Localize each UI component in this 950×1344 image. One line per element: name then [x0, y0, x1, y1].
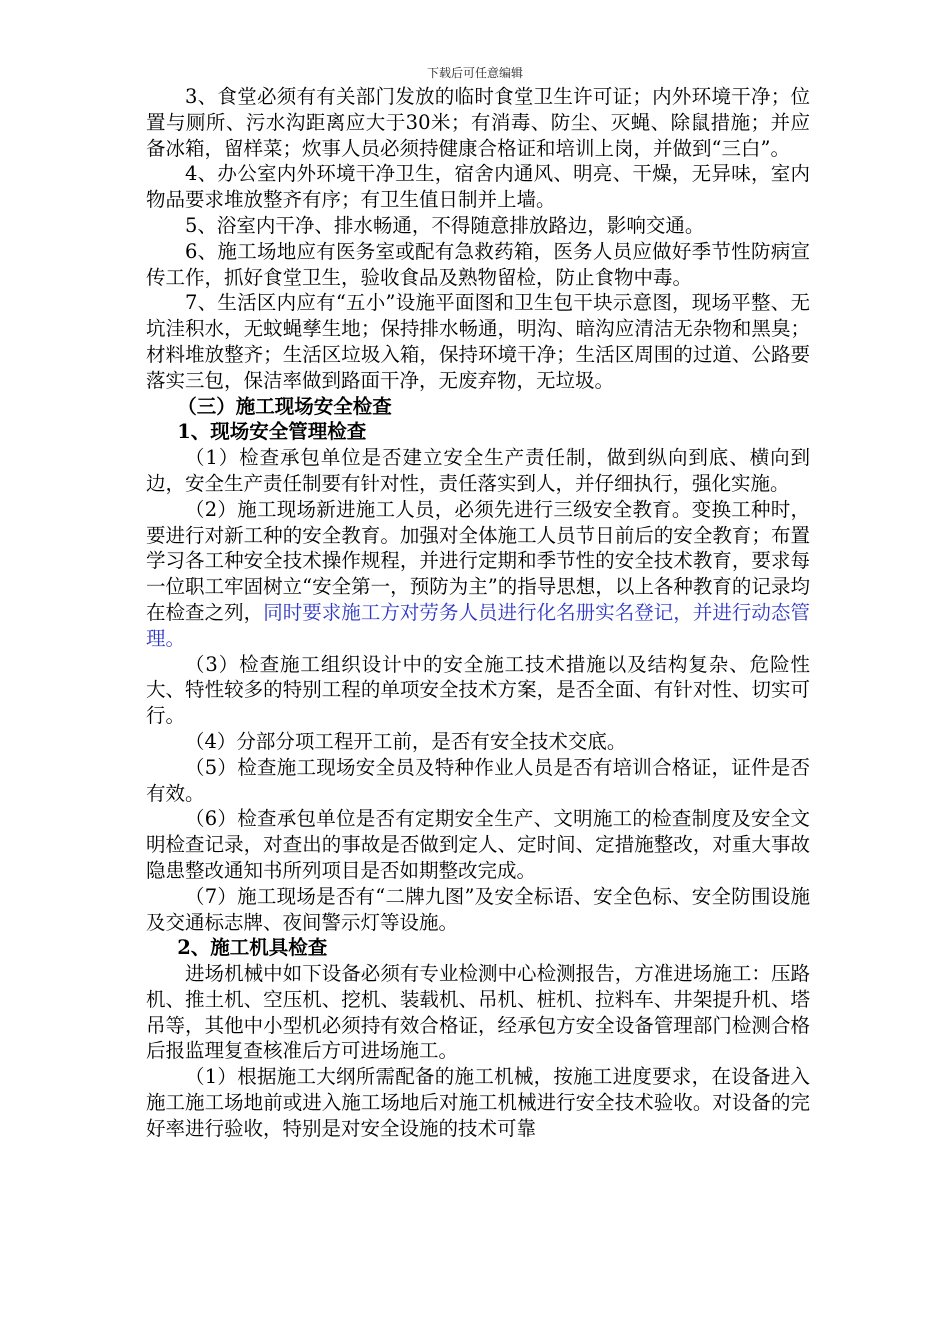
machinery-intro: 进场机械中如下设备必须有专业检测中心检测报告，方准进场施工：压路机、推土机、空压机、挖机、装载机、吊机、桩机、拉料车、井架提升机、塔吊等，其他中小型机必须持有效合格证，经承包方安全设备管理部门检测合格后报监理复查核准后方可进场施工。: [146, 962, 810, 1063]
paragraph-office: 4、办公室内外环境干净卫生，宿舍内通风、明亮、干燥，无异味，室内物品要求堆放整齐有序；有卫生值日制并上墙。: [146, 162, 810, 212]
machinery-item-1: （1）根据施工大纲所需配备的施工机械，按施工进度要求，在设备进入施工施工场地前或进入施工场地后对施工机械进行安全技术验收。对设备的完好率进行验收，特别是对安全设施的技术可靠: [146, 1065, 810, 1140]
safety-item-2: [146, 497, 810, 652]
page-header: 下载后可任意编辑: [426, 66, 523, 80]
paragraph-canteen: 3、食堂必须有有关部门发放的临时食堂卫生许可证；内外环境干净；位置与厕所、污水沟距离应大于30米；有消毒、防尘、灭蝇、除鼠措施；并应备冰箱，留样菜；炊事人员必须持健康合格证和培训上岗，并做到“三白”。: [146, 85, 810, 160]
section-title: （三）施工现场安全检查: [177, 394, 392, 418]
safety-item-1: （1）检查承包单位是否建立安全生产责任制，做到纵向到底、横向到边，安全生产责任制要有针对性，责任落实到人，并仔细执行，强化实施。: [146, 446, 810, 495]
safety-item-2-highlight: 同时要求施工方对劳务人员进行化名册实名登记，并进行动态管理。: [146, 600, 810, 650]
safety-item-2-text: （2）施工现场新进施工人员，必须先进行三级安全教育。变换工种时，要进行对新工种的安全教育。加强对全体施工人员节日前后的安全教育；布置学习各工种安全技术操作规程，并进行定期和季节性的安全技术教育，要求每一位职工牢固树立“安全第一，预防为主”的指导思想，以上各种教育的记录均在检查之列，: [146, 497, 810, 624]
safety-item-3: （3）检查施工组织设计中的安全施工技术措施以及结构复杂、危险性大、特性较多的特别工程的单项安全技术方案，是否全面、有针对性、切实可行。: [146, 652, 810, 728]
paragraph-living-area: 7、生活区内应有“五小”设施平面图和卫生包干块示意图，现场平整、无坑洼积水，无蚊蝇孳生地；保持排水畅通，明沟、暗沟应清洁无杂物和黑臭；材料堆放整齐；生活区垃圾入箱，保持环境干净；生活区周围的过道、公路要落实三包，保洁率做到路面干净，无废弃物，无垃圾。: [146, 291, 810, 392]
document-body: [146, 84, 810, 1142]
paragraph-medical: 6、施工场地应有医务室或配有急救药箱，医务人员应做好季节性防病宣传工作，抓好食堂卫生，验收食品及熟物留检，防止食物中毒。: [146, 239, 810, 289]
safety-item-5: （5）检查施工现场安全员及特种作业人员是否有培训合格证，证件是否有效。: [146, 755, 810, 805]
safety-item-6: （6）检查承包单位是否有定期安全生产、文明施工的检查制度及安全文明检查记录，对查出的事故是否做到定人、定时间、定措施整改，对重大事故隐患整改通知书所列项目是否如期整改完成。: [146, 807, 810, 882]
safety-item-7: （7）施工现场是否有“二牌九图”及安全标语、安全色标、安全防围设施及交通标志牌、夜间警示灯等设施。: [146, 884, 810, 934]
subsection-title-safety: 1、现场安全管理检查: [177, 420, 367, 444]
safety-item-4: （4）分部分项工程开工前，是否有安全技术交底。: [185, 729, 627, 753]
subsection-title-machinery: 2、施工机具检查: [177, 936, 328, 960]
paragraph-bathroom: 5、浴室内干净、排水畅通，不得随意排放路边，影响交通。: [185, 213, 705, 237]
